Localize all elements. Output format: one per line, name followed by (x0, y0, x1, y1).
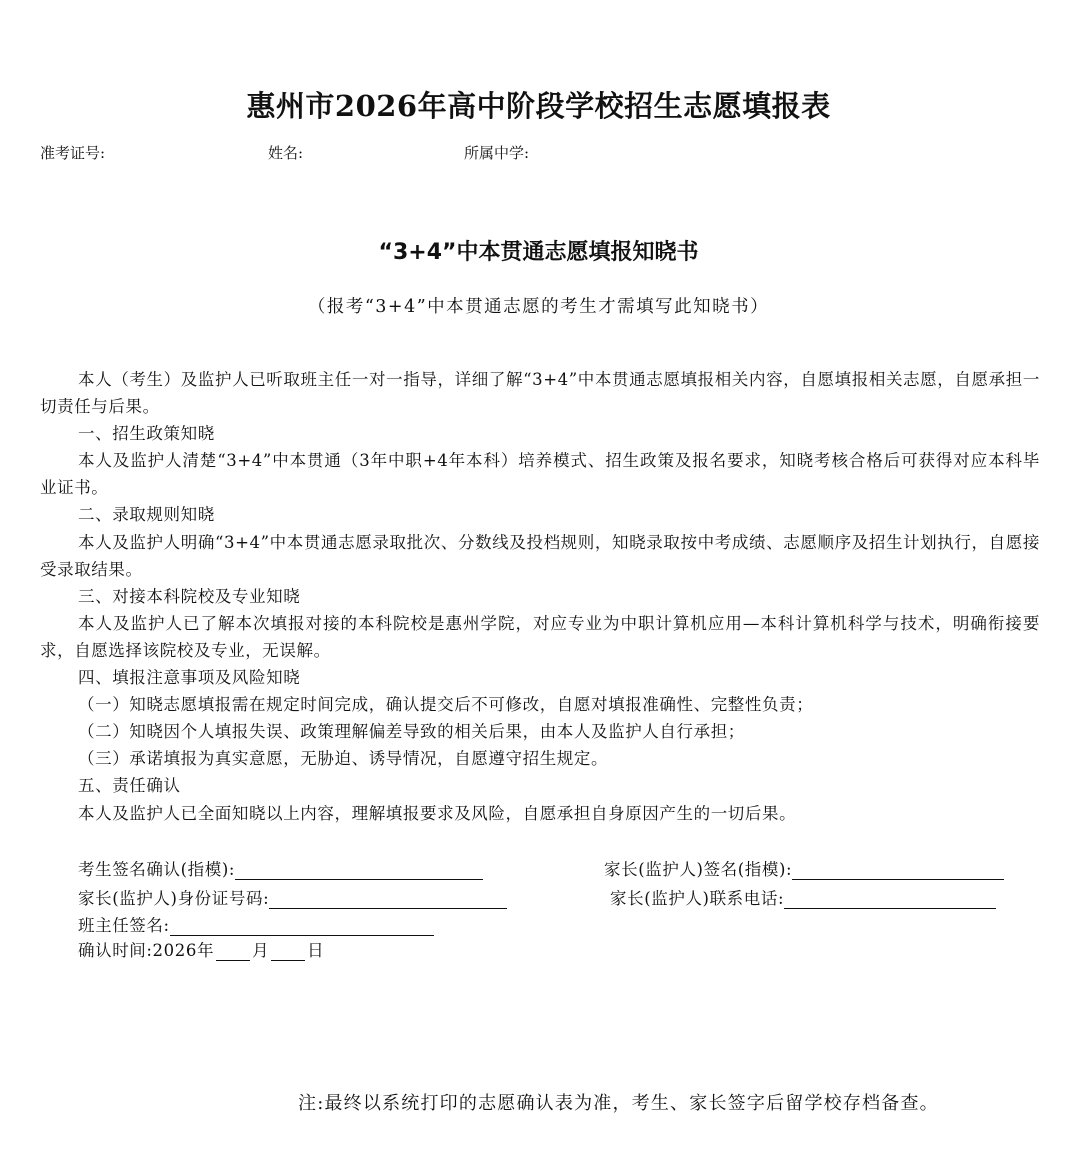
section-paragraph: 本人及监护人已全面知晓以上内容，理解填报要求及风险，自愿承担自身原因产生的一切后果。 (78, 803, 797, 823)
section-heading: 一、招生政策知晓 (78, 424, 215, 444)
student-signature-line[interactable] (235, 861, 483, 880)
notice-title: “3+4”中本贯通志愿填报知晓书 (378, 240, 699, 265)
footnote: 注:最终以系统打印的志愿确认表为准，考生、家长签字后留学校存档备查。 (298, 1093, 939, 1114)
section-heading: 三、对接本科院校及专业知晓 (78, 586, 301, 606)
student-signature-field[interactable] (78, 856, 483, 880)
parent-id-line[interactable] (269, 890, 507, 909)
day-line[interactable] (271, 942, 305, 961)
section-heading: 四、填报注意事项及风险知晓 (78, 668, 301, 688)
student-info-row (40, 142, 1040, 164)
teacher-signature-field[interactable] (78, 912, 434, 936)
parent-signature-label: 家长(监护人)签名(指模): (604, 860, 793, 879)
date-prefix: 确认时间:2026年 (78, 941, 215, 960)
intro-paragraph: 本人（考生）及监护人已听取班主任一对一指导，详细了解“3+4”中本贯通志愿填报相关内容，自愿填报相关志愿，自愿承担一切责任与后果。 (40, 370, 1040, 417)
confirm-date-row (78, 937, 324, 961)
section-heading: 五、责任确认 (78, 776, 181, 796)
date-month: 月 (252, 941, 270, 960)
parent-id-label: 家长(监护人)身份证号码: (78, 889, 270, 908)
section-paragraph: （二）知晓因个人填报失误、政策理解偏差导致的相关后果，由本人及监护人自行承担； (78, 722, 745, 742)
section-heading: 二、录取规则知晓 (78, 505, 215, 525)
school-label: 所属中学: (464, 144, 530, 162)
notice-body (40, 366, 1040, 827)
section-paragraph: 本人及监护人已了解本次填报对接的本科院校是惠州学院，对应专业为中职计算机应用—本科计算机科学与技术，明确衔接要求，自愿选择该院校及专业，无误解。 (40, 613, 1040, 660)
parent-id-field[interactable] (78, 885, 507, 909)
parent-phone-field[interactable] (610, 885, 996, 909)
teacher-signature-line[interactable] (170, 917, 434, 936)
parent-signature-line[interactable] (792, 861, 1004, 880)
section-paragraph: （一）知晓志愿填报需在规定时间完成，确认提交后不可修改，自愿对填报准确性、完整性负责； (78, 695, 814, 715)
parent-phone-label: 家长(监护人)联系电话: (610, 889, 785, 908)
date-day: 日 (307, 941, 325, 960)
section-paragraph: 本人及监护人清楚“3+4”中本贯通（3年中职+4年本科）培养模式、招生政策及报名要求，知晓考核合格后可获得对应本科毕业证书。 (40, 451, 1040, 498)
month-line[interactable] (216, 942, 250, 961)
parent-signature-field[interactable] (604, 856, 1004, 880)
form-title: 惠州市2026年高中阶段学校招生志愿填报表 (246, 89, 831, 123)
name-label: 姓名: (268, 144, 304, 162)
teacher-signature-label: 班主任签名: (78, 916, 170, 935)
section-paragraph: 本人及监护人明确“3+4”中本贯通志愿录取批次、分数线及投档规则，知晓录取按中考成绩、志愿顺序及招生计划执行，自愿接受录取结果。 (40, 532, 1040, 579)
section-paragraph: （三）承诺填报为真实意愿，无胁迫、诱导情况，自愿遵守招生规定。 (78, 749, 609, 769)
notice-subtitle: （报考“3+4”中本贯通志愿的考生才需填写此知晓书） (307, 297, 770, 317)
exam-id-label: 准考证号: (40, 144, 106, 162)
student-signature-label: 考生签名确认(指模): (78, 860, 236, 879)
parent-phone-line[interactable] (784, 890, 996, 909)
